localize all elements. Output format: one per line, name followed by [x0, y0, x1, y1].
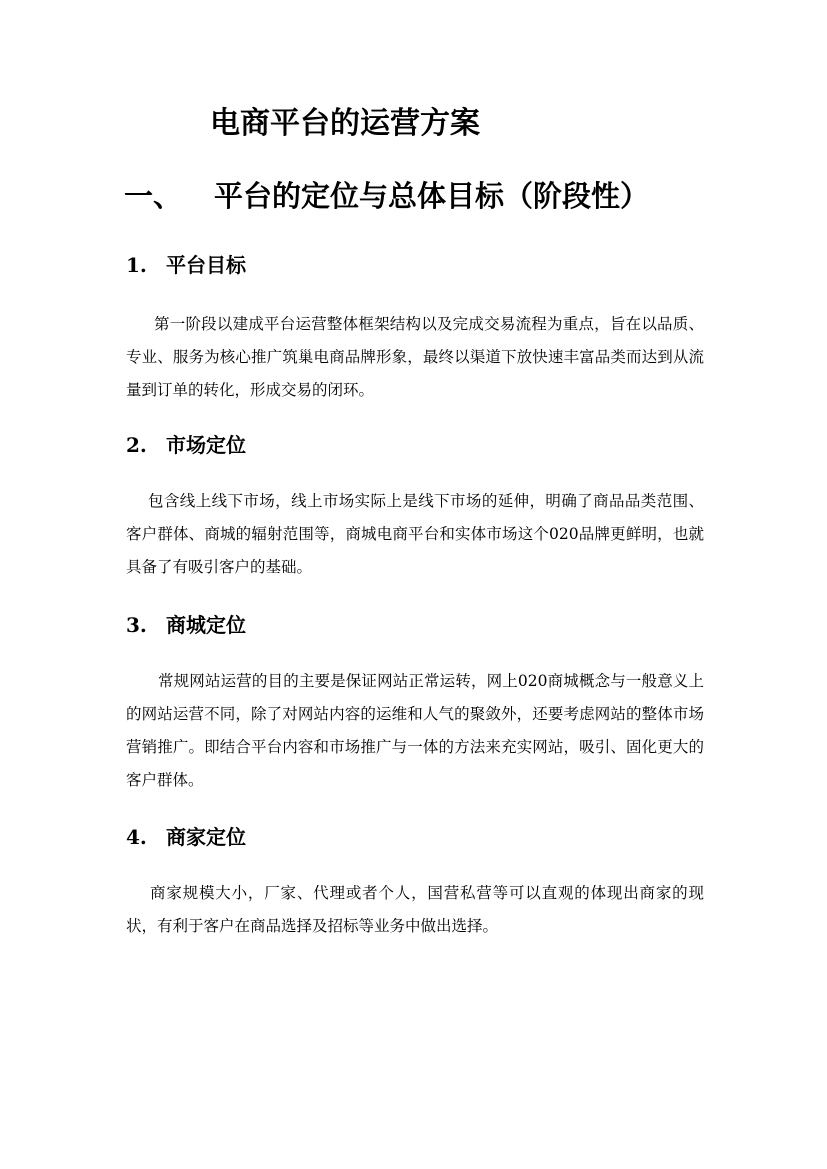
section-number: 3. [126, 613, 147, 637]
section-paragraph-market-positioning [126, 485, 704, 584]
section-number: 2. [126, 433, 147, 457]
paragraph-text: 常规网站运营的目的主要是保证网站正常运转，网上020商城概念与一般意义上的网站运营不同，除了对网站内容的运维和人气的聚敛外，还要考虑网站的整体市场营销推广。即结合平台内容和市场推广与一体的方法来充实网站，吸引、固化更大的客户群体。 [126, 672, 704, 789]
chapter-number: 一、 [124, 179, 183, 213]
section-heading-platform-goal [126, 251, 246, 279]
section-heading-mall-positioning [126, 611, 246, 639]
section-heading-market-positioning [126, 431, 246, 459]
chapter-heading [124, 176, 649, 216]
section-title: 平台目标 [166, 253, 246, 277]
section-title: 市场定位 [166, 433, 246, 457]
section-paragraph-merchant-positioning [126, 877, 704, 943]
paragraph-text: 包含线上线下市场，线上市场实际上是线下市场的延伸，明确了商品品类范围、客户群体、商城的辐射范围等，商城电商平台和实体市场这个020品牌更鲜明，也就具备了有吸引客户的基础。 [126, 492, 704, 576]
section-paragraph-platform-goal [126, 308, 704, 407]
paragraph-text: 第一阶段以建成平台运营整体框架结构以及完成交易流程为重点，旨在以品质、专业、服务为核心推广筑巢电商品牌形象，最终以渠道下放快速丰富品类而达到从流量到订单的转化，形成交易的闭环。 [126, 315, 704, 399]
section-title: 商家定位 [166, 825, 246, 849]
section-paragraph-mall-positioning [126, 665, 704, 797]
chapter-title: 平台的定位与总体目标（阶段性） [214, 179, 650, 213]
section-number: 4. [126, 825, 147, 849]
document-title: 电商平台的运营方案 [210, 106, 480, 141]
section-heading-merchant-positioning [126, 823, 246, 851]
section-number: 1. [126, 253, 147, 277]
paragraph-text: 商家规模大小，厂家、代理或者个人，国营私营等可以直观的体现出商家的现状，有利于客户在商品选择及招标等业务中做出选择。 [126, 884, 704, 935]
section-title: 商城定位 [166, 613, 246, 637]
